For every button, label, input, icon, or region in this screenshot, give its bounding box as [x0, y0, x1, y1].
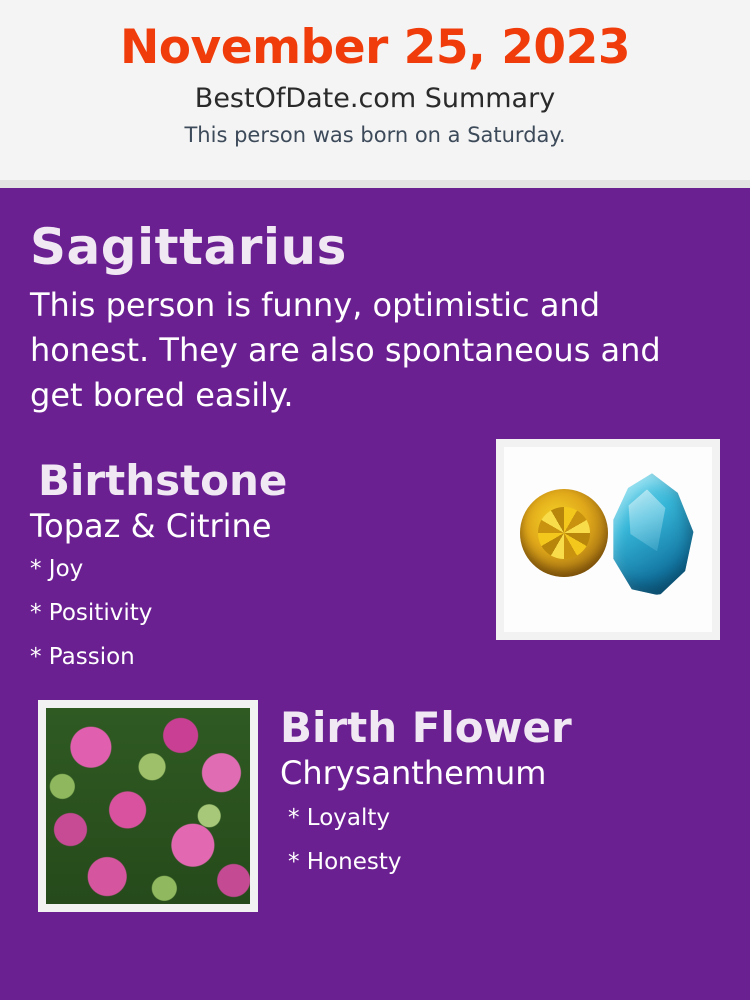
zodiac-description: This person is funny, optimistic and honest. They are also spontaneous and get bored easily. — [30, 286, 661, 414]
birthstone-photo-inner — [504, 447, 712, 632]
page-title: November 25, 2023 — [119, 20, 631, 75]
list-item: * Joy — [30, 555, 84, 582]
list-item: * Passion — [30, 643, 135, 670]
citrine-gem-icon — [520, 489, 608, 577]
birth-flower-traits — [288, 804, 720, 875]
birth-flower-photo-inner — [46, 708, 250, 904]
site-summary-label: BestOfDate.com Summary — [194, 82, 556, 114]
birthstone-title: Birthstone — [38, 456, 288, 506]
birth-flower-photo — [38, 700, 258, 912]
birthstone-photo — [496, 439, 720, 640]
body — [0, 220, 750, 930]
birthstone-names: Topaz & Citrine — [30, 507, 272, 546]
header-divider — [0, 180, 750, 188]
list-item: * Positivity — [30, 599, 153, 626]
birth-flower-name: Chrysanthemum — [280, 754, 547, 793]
birth-flower-text — [280, 700, 720, 873]
list-item: * Loyalty — [288, 804, 391, 831]
header — [0, 0, 750, 180]
topaz-gem-icon — [606, 473, 698, 595]
list-item: * Honesty — [288, 848, 402, 875]
zodiac-sign-name: Sagittarius — [30, 218, 347, 276]
birth-flower-section — [30, 700, 720, 930]
birthstone-section — [30, 456, 720, 674]
birth-flower-title: Birth Flower — [280, 703, 572, 753]
born-day-note: This person was born on a Saturday. — [184, 122, 566, 147]
